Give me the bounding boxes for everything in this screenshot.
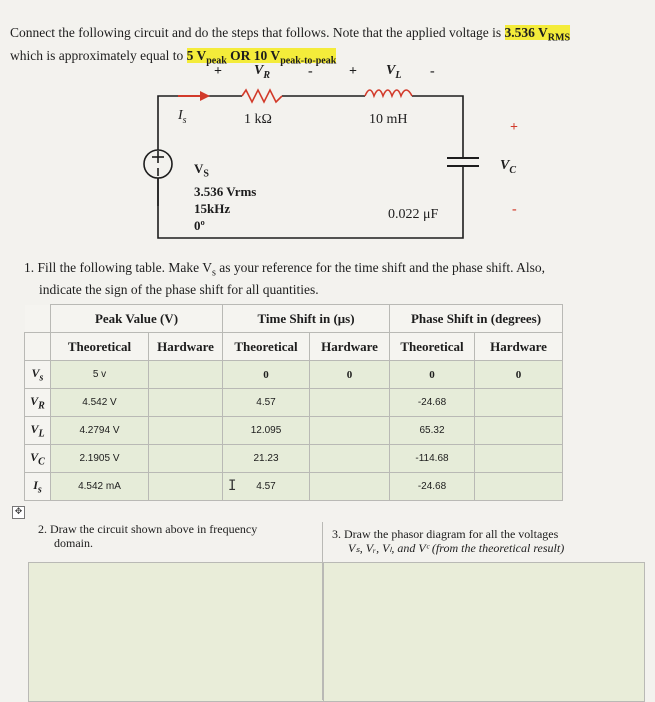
subheader-cell: Theoretical bbox=[223, 333, 310, 361]
header-time-shift: Time Shift in (μs) bbox=[223, 305, 390, 333]
table-cell[interactable]: 4.542 mA bbox=[51, 473, 149, 501]
table-cell[interactable] bbox=[475, 417, 563, 445]
header-peak-value: Peak Value (V) bbox=[51, 305, 223, 333]
table-cell[interactable] bbox=[475, 389, 563, 417]
question-2: 2. Draw the circuit shown above in frequency domain. bbox=[38, 522, 258, 550]
table-cell[interactable]: 5 v bbox=[51, 361, 149, 389]
capacitor-value: 0.022 μF bbox=[388, 207, 439, 222]
vl-label: $V_L$ bbox=[386, 63, 402, 81]
row-label-vc: $V_C$ bbox=[25, 445, 51, 473]
subheader-cell: Hardware bbox=[149, 333, 223, 361]
source-rms: 3.536 Vrms bbox=[194, 183, 257, 199]
table-cell[interactable]: 4.57 bbox=[223, 389, 310, 417]
table-move-handle-icon[interactable]: ✥ bbox=[12, 506, 25, 519]
vr-minus-sign: - bbox=[308, 64, 313, 79]
vl-plus-sign: + bbox=[349, 64, 357, 79]
resistor-icon bbox=[242, 90, 282, 102]
question-1: 1. Fill the following table. Make $V_s$ as your reference for the time shift and the phase shift. Also, indicate the sign of the phase shift for all quantities. bbox=[24, 260, 546, 297]
row-label-vl: $V_L$ bbox=[25, 417, 51, 445]
vr-label: $V_R$ bbox=[254, 63, 271, 81]
table-cell[interactable] bbox=[475, 473, 563, 501]
table-cell[interactable]: -114.68 bbox=[390, 445, 475, 473]
table-cell[interactable]: 4.542 V bbox=[51, 389, 149, 417]
source-name: $V_S$ bbox=[194, 161, 209, 180]
text-cursor-icon: I bbox=[228, 478, 237, 494]
is-label: $I_s$ bbox=[178, 108, 187, 126]
table-cell[interactable]: 2.1905 V bbox=[51, 445, 149, 473]
table-cell[interactable] bbox=[475, 445, 563, 473]
corner-cell bbox=[25, 305, 51, 333]
table-cell[interactable] bbox=[310, 417, 390, 445]
table-cell[interactable] bbox=[310, 389, 390, 417]
table-cell[interactable] bbox=[310, 445, 390, 473]
table-cell[interactable]: 65.32 bbox=[390, 417, 475, 445]
voltage-source-icon bbox=[144, 150, 172, 178]
table-cell[interactable]: 4.2794 V bbox=[51, 417, 149, 445]
resistor-value: 1 kΩ bbox=[244, 112, 272, 127]
question-2-answer-area[interactable] bbox=[28, 562, 324, 702]
table-row bbox=[25, 417, 563, 445]
vr-plus-sign: + bbox=[214, 64, 222, 79]
row-label-is: $I_s$ bbox=[25, 473, 51, 501]
question-3: 3. Draw the phasor diagram for all the voltages Vₛ, Vᵣ, Vₗ, and Vᶜ (from the theoretical result) bbox=[332, 527, 565, 555]
inductor-icon bbox=[365, 90, 412, 96]
corner-cell bbox=[25, 333, 51, 361]
table-row bbox=[25, 389, 563, 417]
table-cell[interactable] bbox=[149, 417, 223, 445]
vl-minus-sign: - bbox=[430, 64, 435, 79]
vc-label: $V_C$ bbox=[500, 158, 517, 176]
table-cell[interactable] bbox=[310, 473, 390, 501]
table-cell[interactable]: 0 bbox=[223, 361, 310, 389]
circuit-diagram bbox=[0, 60, 655, 250]
intro-line-1: Connect the following circuit and do the steps that follows. Note that the applied voltage is 3.536 $V_{RMS}$ bbox=[10, 25, 571, 44]
rms-voltage-highlight: 3.536 $V_{RMS}$ bbox=[504, 25, 571, 44]
table-row bbox=[25, 473, 563, 501]
row-label-vr: $V_R$ bbox=[25, 389, 51, 417]
results-table bbox=[24, 304, 563, 501]
table-cell[interactable]: -24.68 bbox=[390, 473, 475, 501]
table-cell[interactable] bbox=[149, 473, 223, 501]
header-phase-shift: Phase Shift in (degrees) bbox=[390, 305, 563, 333]
table-cell[interactable] bbox=[149, 389, 223, 417]
table-cell[interactable]: 0 bbox=[310, 361, 390, 389]
column-divider bbox=[322, 522, 323, 700]
current-arrow-icon bbox=[178, 91, 210, 101]
row-label-vs: $V_s$ bbox=[25, 361, 51, 389]
vc-plus-sign: + bbox=[510, 120, 518, 135]
capacitor-icon bbox=[447, 158, 479, 166]
table-cell[interactable]: 0 bbox=[475, 361, 563, 389]
subheader-cell: Theoretical bbox=[51, 333, 149, 361]
source-phase: 0º bbox=[194, 217, 205, 233]
source-details bbox=[194, 160, 256, 234]
table-cell[interactable]: 21.23 bbox=[223, 445, 310, 473]
source-frequency: 15kHz bbox=[194, 200, 231, 216]
vc-minus-sign: - bbox=[512, 202, 517, 217]
table-cell[interactable] bbox=[149, 445, 223, 473]
table-cell[interactable]: 0 bbox=[390, 361, 475, 389]
table-row bbox=[25, 445, 563, 473]
table-cell[interactable] bbox=[149, 361, 223, 389]
table-row bbox=[25, 361, 563, 389]
table-cell[interactable]: 4.57 bbox=[223, 473, 310, 501]
question-3-answer-area[interactable] bbox=[323, 562, 645, 702]
intro-line-2: which is approximately equal to 5 $V_{peak}$ OR 10 $V_{peak-to-peak}$ bbox=[10, 47, 337, 67]
table-cell[interactable]: -24.68 bbox=[390, 389, 475, 417]
inductor-value: 10 mH bbox=[369, 112, 408, 127]
subheader-cell: Hardware bbox=[475, 333, 563, 361]
peak-voltage-highlight: 5 $V_{peak}$ OR 10 $V_{peak-to-peak}$ bbox=[186, 47, 337, 67]
subheader-cell: Theoretical bbox=[390, 333, 475, 361]
subheader-cell: Hardware bbox=[310, 333, 390, 361]
table-cell[interactable]: 12.095 bbox=[223, 417, 310, 445]
